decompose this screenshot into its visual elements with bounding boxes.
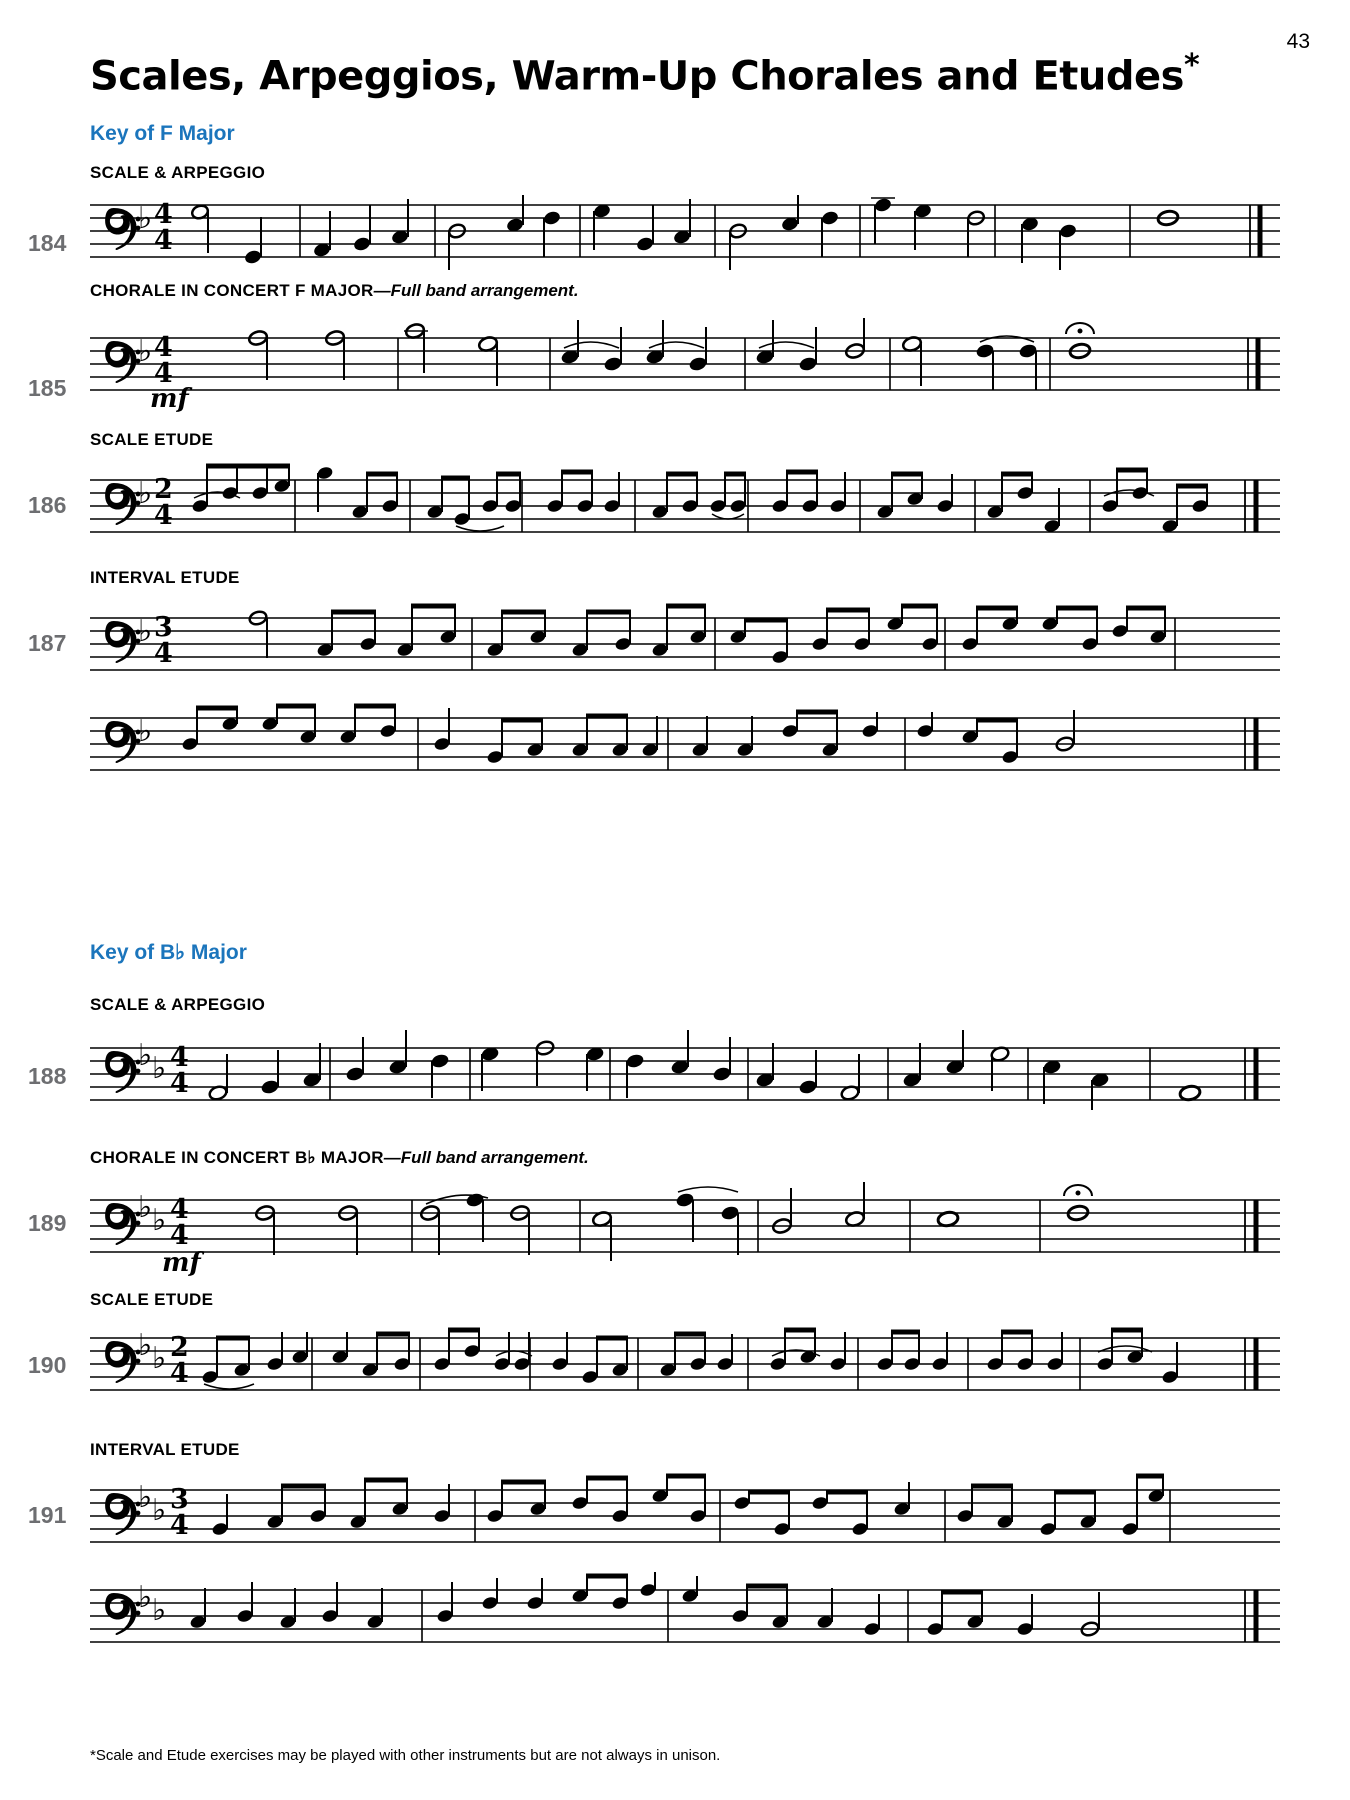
music-staff-186 [90,460,1280,560]
key-signature-one-flat [138,714,152,749]
exercise-number-189: 189 [28,1210,67,1236]
page-title-asterisk: * [1183,48,1200,83]
staff-system-187-b [90,700,1280,795]
exercise-number-190: 190 [28,1352,67,1378]
key-heading-bflat-major: Key of B♭ Major [90,941,247,964]
svg-text:♭: ♭ [138,1190,153,1225]
staff-system-186 [90,460,1280,560]
music-staff-191-line1 [90,1472,1280,1567]
svg-text:3: 3 [154,612,173,643]
svg-text:♭: ♭ [138,614,153,649]
svg-text:♭: ♭ [138,334,153,369]
svg-text:4: 4 [170,1510,189,1541]
section-label-scale-arpeggio-184: SCALE & ARPEGGIO [90,163,266,182]
key-signature-one-flat [138,201,152,236]
music-staff-187-line2 [90,700,1280,795]
key-signature-two-flats [138,1190,166,1238]
exercise-number-191: 191 [28,1502,67,1528]
exercise-number-185: 185 [28,375,67,401]
svg-text:♭: ♭ [138,1038,153,1073]
svg-text:♭: ♭ [152,1493,167,1528]
key-signature-two-flats [138,1038,166,1086]
svg-text:♭: ♭ [152,1341,167,1376]
dynamic-mf-185: mf [150,384,189,414]
key-signature-one-flat [138,614,152,649]
chorale-label-suffix: —Full band arrangement. [373,281,579,300]
music-staff-187-line1 [90,600,1280,695]
svg-text:♭: ♭ [138,1580,153,1615]
section-label-scale-etude-186: SCALE ETUDE [90,430,214,449]
chorale-label-text: CHORALE IN CONCERT F MAJOR [90,281,374,300]
svg-text:♭: ♭ [138,201,153,236]
time-signature-3-4 [154,612,173,669]
svg-text:4: 4 [154,358,173,389]
svg-text:4: 4 [170,1068,189,1099]
staff-system-190 [90,1320,1280,1415]
music-staff-189 [90,1180,1280,1285]
key-signature-two-flats [138,1328,166,1376]
key-signature-two-flats [138,1480,166,1528]
page-title [90,48,1199,99]
svg-text:4: 4 [170,1042,189,1073]
exercise-number-187: 187 [28,630,67,656]
svg-text:4: 4 [170,1194,189,1225]
exercise-number-186: 186 [28,492,67,518]
staff-system-189 [90,1180,1280,1285]
staff-system-187-a [90,600,1280,695]
section-label-scale-etude-190: SCALE ETUDE [90,1290,214,1309]
time-signature-4-4 [154,199,173,256]
key-heading-f-major: Key of F Major [90,122,235,145]
svg-text:♭: ♭ [138,1480,153,1515]
staff-system-191-a [90,1472,1280,1567]
music-staff-188 [90,1030,1280,1125]
time-signature-4-4 [154,332,173,389]
svg-text:4: 4 [170,1220,189,1251]
page-title-text: Scales, Arpeggios, Warm-Up Chorales and Etudes [90,53,1184,100]
section-label-interval-etude-191: INTERVAL ETUDE [90,1440,240,1459]
section-label-chorale-185 [90,281,579,301]
music-staff-191-line2 [90,1572,1280,1667]
staff-system-185 [90,318,1280,428]
chorale-label-suffix-189: —Full band arrangement. [383,1148,589,1167]
svg-text:4: 4 [154,225,173,256]
time-signature-4-4 [170,1194,189,1251]
music-staff-185 [90,318,1280,428]
time-signature-3-4 [170,1484,189,1541]
svg-text:4: 4 [170,1358,189,1389]
exercise-number-184: 184 [28,230,67,256]
svg-text:4: 4 [154,332,173,363]
key-signature-two-flats [138,1580,166,1628]
exercise-number-188: 188 [28,1063,67,1089]
key-signature-one-flat [138,476,152,511]
svg-text:♭: ♭ [152,1203,167,1238]
time-signature-2-4 [154,474,173,531]
svg-text:4: 4 [154,638,173,669]
svg-text:4: 4 [154,199,173,230]
staff-system-188 [90,1030,1280,1125]
section-label-interval-etude-187: INTERVAL ETUDE [90,568,240,587]
page-number: 43 [1286,30,1310,53]
chorale-label-text-189: CHORALE IN CONCERT B♭ MAJOR [90,1148,384,1167]
staff-system-191-b [90,1572,1280,1667]
svg-text:♭: ♭ [152,1593,167,1628]
svg-text:♭: ♭ [152,1051,167,1086]
section-label-chorale-189 [90,1148,589,1168]
svg-text:3: 3 [170,1484,189,1515]
section-label-scale-arpeggio-188: SCALE & ARPEGGIO [90,995,266,1014]
svg-text:♭: ♭ [138,714,153,749]
svg-text:♭: ♭ [138,1328,153,1363]
footnote: *Scale and Etude exercises may be played with other instruments but are not always in unison. [90,1747,721,1764]
music-staff-190 [90,1320,1280,1415]
key-signature-one-flat [138,334,152,369]
svg-text:♭: ♭ [138,476,153,511]
svg-text:2: 2 [154,474,173,505]
time-signature-4-4 [170,1042,189,1099]
dynamic-mf-189: mf [162,1248,201,1278]
svg-text:4: 4 [154,500,173,531]
staff-system-184 [90,195,1280,285]
music-staff-184 [90,195,1280,285]
time-signature-2-4 [170,1332,189,1389]
svg-text:2: 2 [170,1332,189,1363]
